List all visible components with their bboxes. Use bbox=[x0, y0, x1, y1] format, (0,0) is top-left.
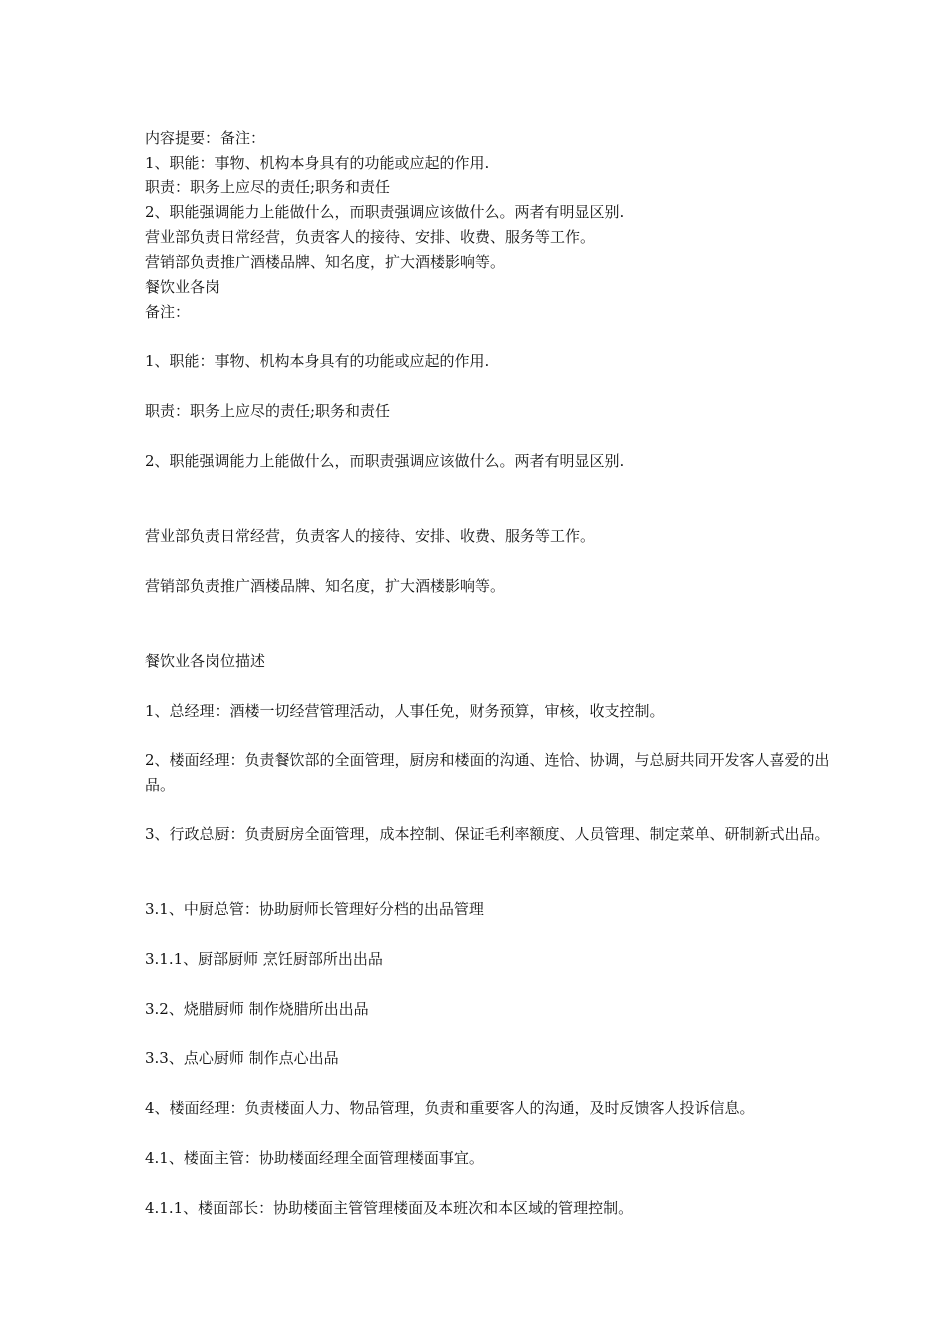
body-paragraph-1: 1、职能：事物、机构本身具有的功能或应起的作用. bbox=[145, 352, 490, 370]
list-item: 4、楼面经理：负责楼面人力、物品管理，负责和重要客人的沟通，及时反馈客人投诉信息。 bbox=[145, 1099, 755, 1117]
list-item: 4.1.1、楼面部长：协助楼面主管管理楼面及本班次和本区域的管理控制。 bbox=[145, 1199, 634, 1217]
body-paragraph-2: 职责：职务上应尽的责任;职务和责任 bbox=[145, 402, 391, 420]
summary-line-4: 营业部负责日常经营，负责客人的接待、安排、收费、服务等工作。 bbox=[145, 228, 596, 246]
list-item: 3.1、中厨总管：协助厨师长管理好分档的出品管理 bbox=[145, 900, 484, 918]
section-title: 餐饮业各岗位描述 bbox=[145, 652, 266, 670]
summary-line-5: 营销部负责推广酒楼品牌、知名度，扩大酒楼影响等。 bbox=[145, 253, 506, 271]
list-item: 2、楼面经理：负责餐饮部的全面管理，厨房和楼面的沟通、连恰、协调，与总厨共同开发客人喜爱的出品。 bbox=[145, 751, 830, 794]
body-paragraph-4: 营业部负责日常经营，负责客人的接待、安排、收费、服务等工作。 bbox=[145, 527, 596, 545]
summary-line-6: 餐饮业各岗 bbox=[145, 278, 221, 296]
body-paragraph-5: 营销部负责推广酒楼品牌、知名度，扩大酒楼影响等。 bbox=[145, 577, 506, 595]
list-item: 3.2、烧腊厨师 制作烧腊所出出品 bbox=[145, 1000, 369, 1018]
list-item: 3.3、点心厨师 制作点心出品 bbox=[145, 1049, 339, 1067]
list-item: 4.1、楼面主管：协助楼面经理全面管理楼面事宜。 bbox=[145, 1149, 484, 1167]
list-item: 3、行政总厨：负责厨房全面管理，成本控制、保证毛利率额度、人员管理、制定菜单、研制新式出品。 bbox=[145, 825, 830, 843]
body-paragraph-3: 2、职能强调能力上能做什么，而职责强调应该做什么。两者有明显区别. bbox=[145, 452, 625, 470]
note-label: 备注： bbox=[145, 303, 191, 321]
summary-line-2: 职责：职务上应尽的责任;职务和责任 bbox=[145, 178, 391, 196]
summary-heading: 内容提要：备注： bbox=[145, 129, 266, 147]
summary-line-3: 2、职能强调能力上能做什么，而职责强调应该做什么。两者有明显区别. bbox=[145, 203, 625, 221]
list-item: 1、总经理：酒楼一切经营管理活动，人事任免，财务预算，审核，收支控制。 bbox=[145, 702, 665, 720]
summary-line-1: 1、职能：事物、机构本身具有的功能或应起的作用. bbox=[145, 154, 490, 172]
list-item: 3.1.1、厨部厨师 烹饪厨部所出出品 bbox=[145, 950, 383, 968]
